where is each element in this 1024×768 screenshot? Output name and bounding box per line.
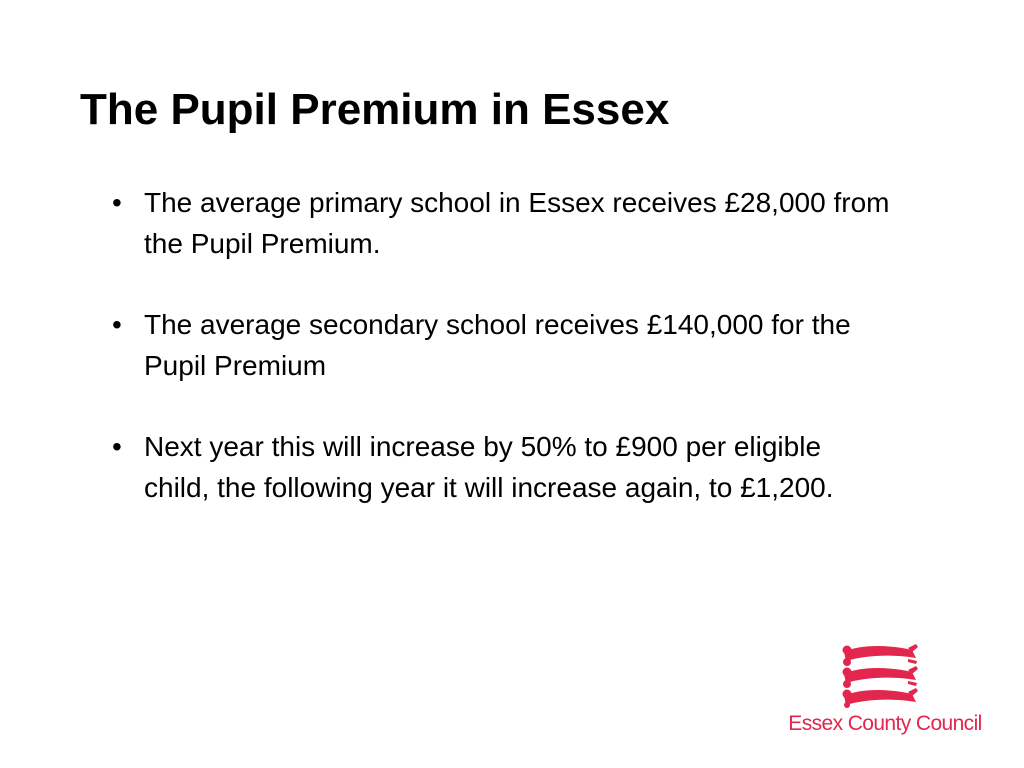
slide-title: The Pupil Premium in Essex	[80, 85, 670, 134]
bullet-text: The average secondary school receives £140,000 for the Pupil Premium	[144, 309, 851, 381]
bullet-item	[112, 426, 892, 508]
bullet-text: Next year this will increase by 50% to £900 per eligible child, the following year it will increase again, to £1,200.	[144, 431, 834, 503]
bullet-item	[112, 304, 892, 386]
logo-text: Essex County Council	[788, 712, 982, 735]
bullet-list	[112, 182, 892, 548]
bullet-icon: •	[112, 187, 122, 218]
bullet-icon: •	[112, 309, 122, 340]
essex-county-council-logo	[780, 642, 990, 746]
bullet-item	[112, 182, 892, 264]
bullet-text: The average primary school in Essex receives £28,000 from the Pupil Premium.	[144, 187, 890, 259]
bullet-icon: •	[112, 431, 122, 462]
three-seaxes-icon	[838, 642, 922, 708]
